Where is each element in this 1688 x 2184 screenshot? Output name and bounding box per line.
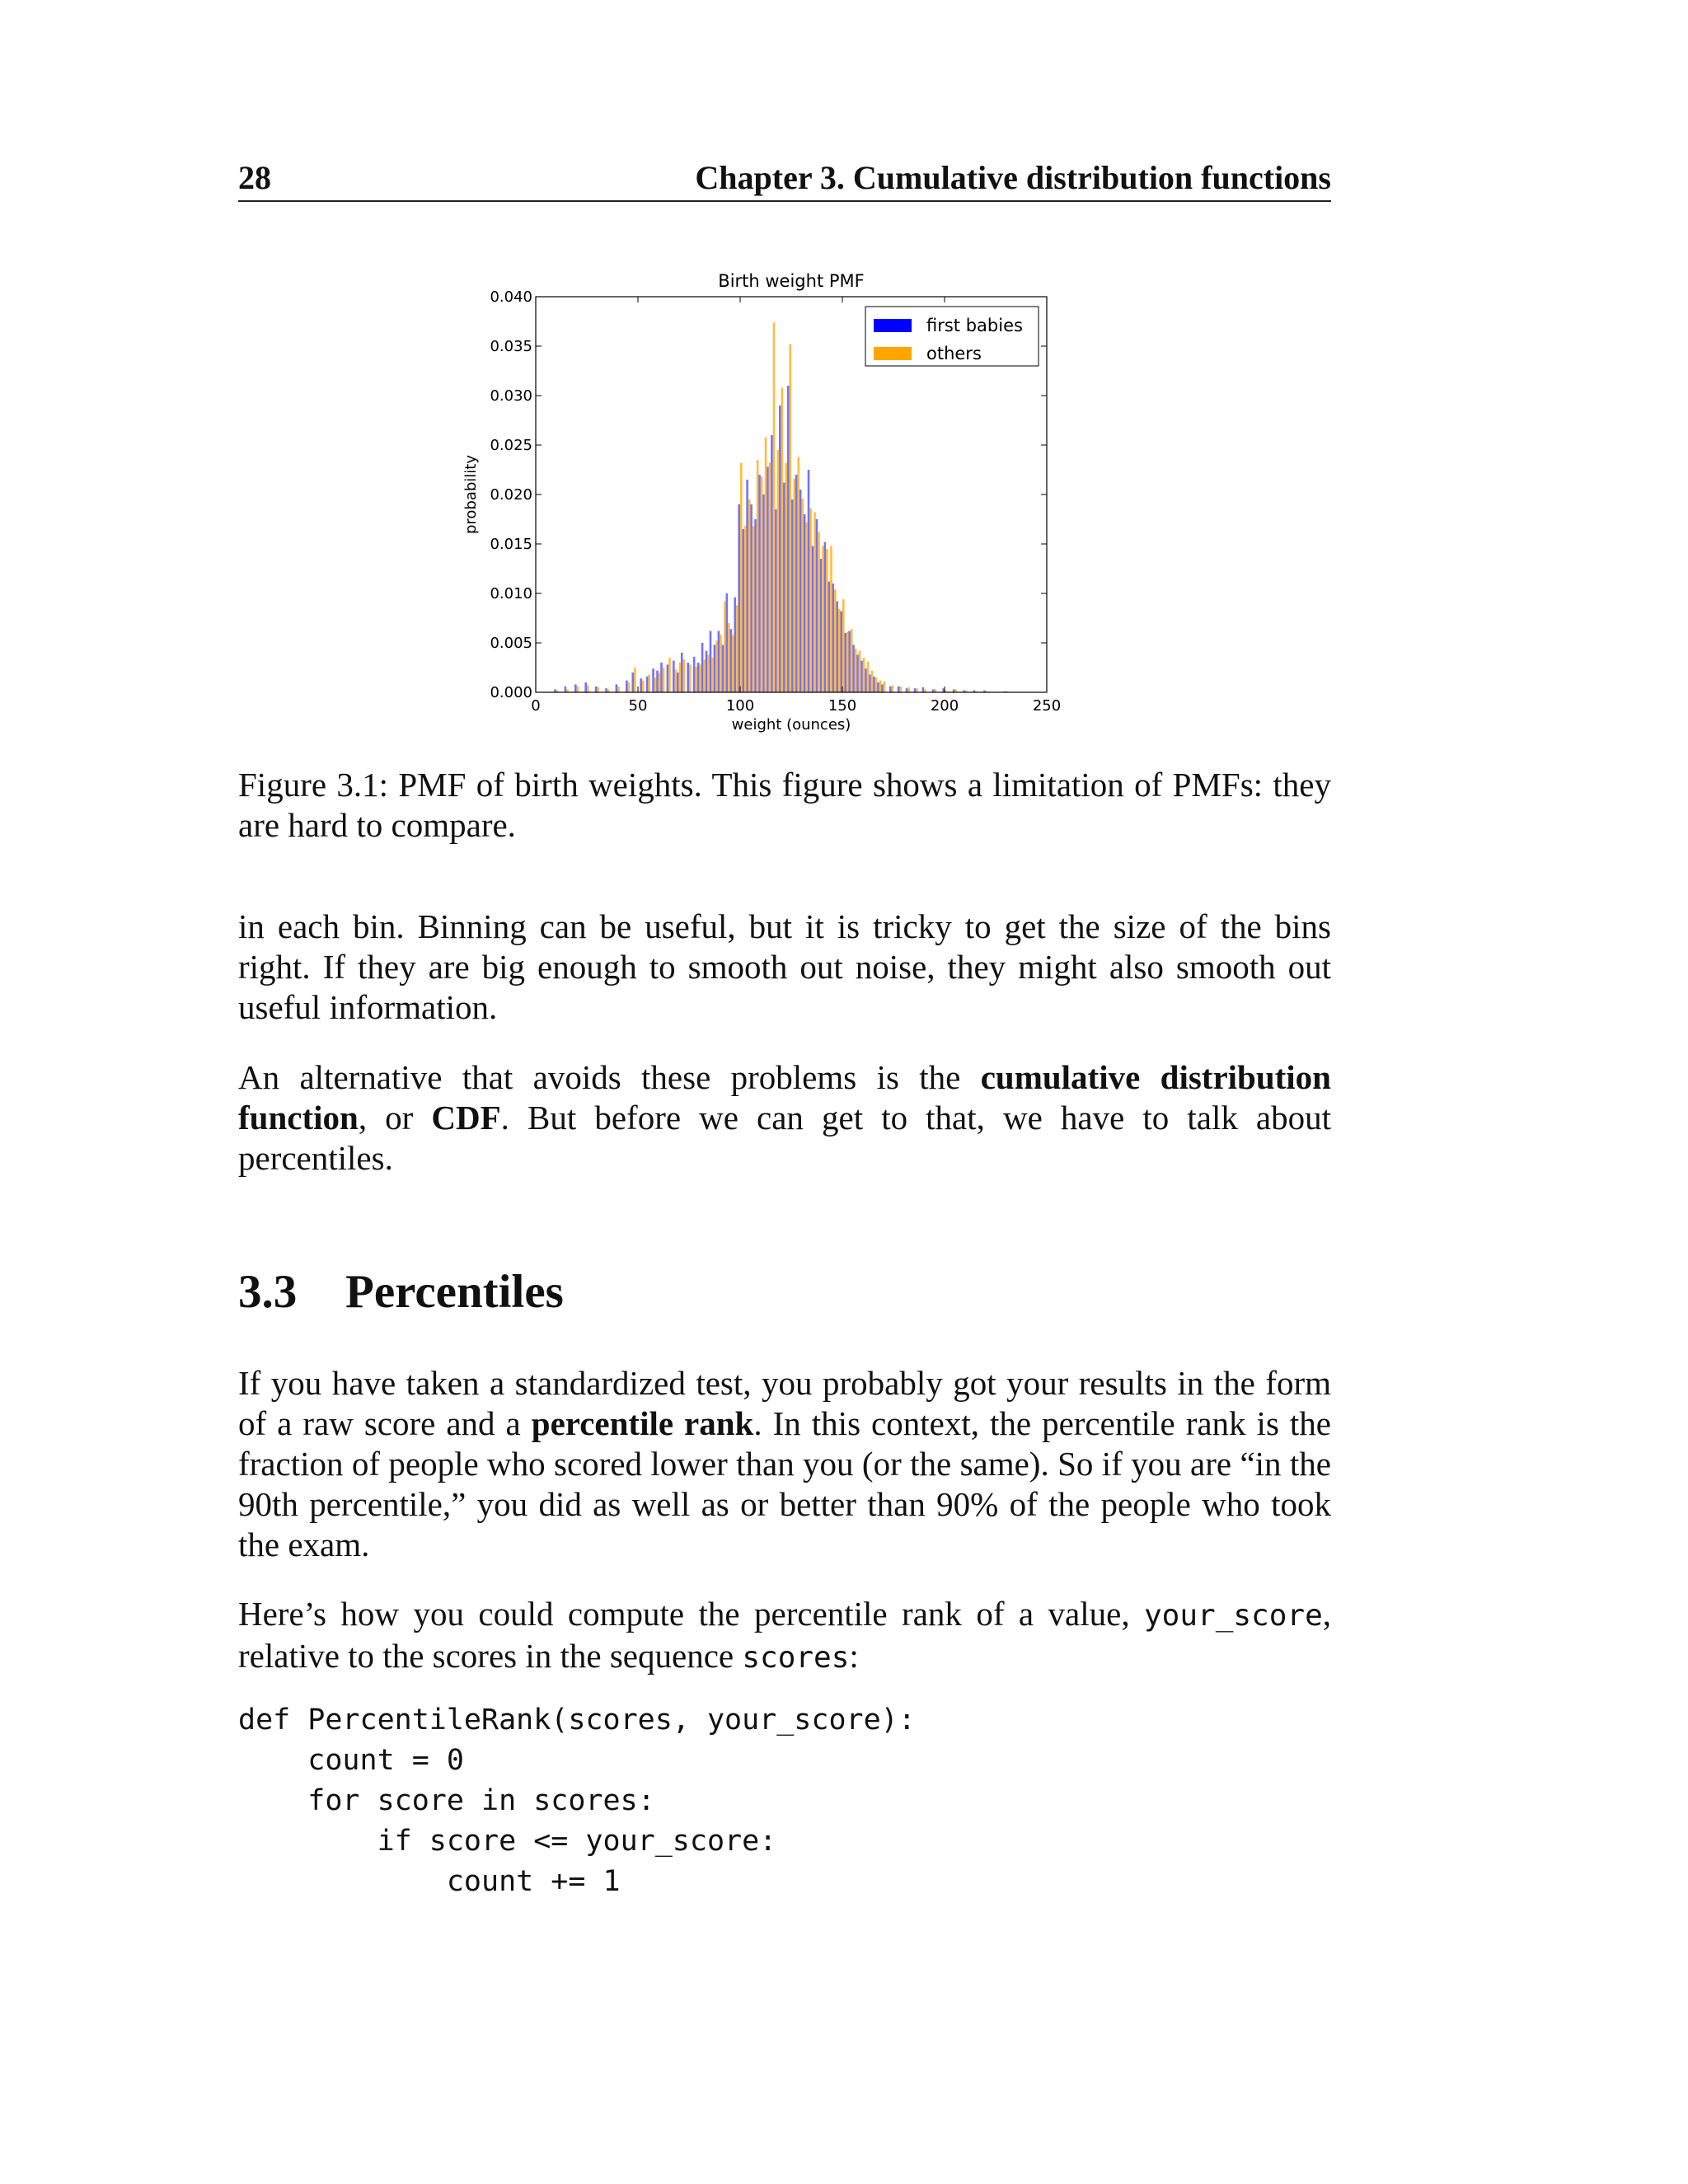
bar-others [715, 641, 718, 692]
page-header [238, 155, 1331, 202]
bar-others [797, 457, 799, 692]
bar-first-babies [616, 684, 618, 692]
bar-first-babies [687, 663, 689, 692]
bar-first-babies [783, 483, 785, 692]
bar-first-babies [860, 661, 863, 692]
section-number: 3.3 [238, 1266, 298, 1318]
bar-others [689, 664, 692, 692]
bar-others [830, 546, 832, 692]
bar-first-babies [906, 688, 908, 692]
code-line: def PercentileRank(scores, your_score): [238, 1704, 916, 1736]
bar-first-babies [754, 519, 757, 692]
bar-first-babies [791, 499, 794, 692]
bar-others [785, 463, 788, 692]
paragraph-cdf-intro [238, 1057, 1331, 1179]
bar-others [899, 687, 902, 692]
code-line: count = 0 [238, 1744, 464, 1777]
bar-first-babies [646, 677, 649, 692]
bar-first-babies [836, 602, 838, 692]
y-tick-label: 0.010 [490, 585, 532, 602]
bar-others [818, 532, 820, 692]
bar-others [879, 681, 882, 692]
bar-others [793, 479, 795, 692]
bar-first-babies [840, 612, 842, 692]
bar-first-babies [799, 490, 802, 692]
bar-others [834, 589, 837, 692]
y-tick-label: 0.025 [490, 437, 532, 454]
bar-first-babies [565, 687, 567, 692]
bar-first-babies [667, 664, 669, 692]
bar-others [668, 658, 671, 692]
bar-first-babies [812, 546, 814, 692]
bar-others [875, 677, 878, 692]
bar-first-babies [852, 644, 855, 692]
bar-first-babies [877, 682, 879, 692]
bar-first-babies [710, 631, 712, 692]
text: , relative to the scores in the sequence [238, 1595, 1331, 1675]
text: . In this context, the percentile rank is the fraction of people who scored lower than you (or the same). So if you are “in the 90th percentile,” you did as well as or better than 90% of the people who took the exam. [238, 1404, 1332, 1563]
bar-first-babies [771, 435, 773, 692]
section-title: Percentiles [345, 1266, 564, 1318]
bar-others [753, 526, 755, 692]
bar-first-babies [656, 671, 659, 692]
bar-first-babies [869, 674, 871, 692]
bar-others [846, 632, 849, 692]
bar-others [748, 499, 751, 692]
bar-others [728, 623, 730, 692]
bar-first-babies [701, 643, 704, 692]
bar-first-babies [844, 633, 846, 692]
x-axis-label: weight (ounces) [731, 716, 851, 733]
bar-first-babies [742, 529, 744, 692]
bar-first-babies [697, 663, 700, 692]
text: An alternative that avoids these problems is the [238, 1058, 981, 1096]
bar-first-babies [631, 673, 634, 692]
bar-others [683, 659, 686, 692]
bar-first-babies [714, 644, 716, 692]
bar-others [757, 460, 759, 692]
bar-first-babies [726, 593, 729, 692]
legend-label: first babies [926, 316, 1023, 335]
bar-others [720, 635, 722, 692]
bar-others [663, 668, 665, 692]
paragraph-binning: in each bin. Binning can be useful, but it is tricky to get the size of the bins right. If they are big enough to smooth out noise, they might also smooth out useful information. [238, 907, 1331, 1026]
bar-others [740, 463, 743, 692]
bar-others [822, 546, 824, 692]
bar-others [628, 682, 631, 692]
bar-first-babies [652, 668, 654, 692]
bar-others [814, 513, 816, 692]
page-number: 28 [238, 159, 271, 196]
text: If you have taken a standardized test, you probably got your results in the form of a raw score and a [238, 1364, 1331, 1442]
bar-others [634, 668, 636, 692]
bar-first-babies [828, 582, 831, 692]
bar-first-babies [808, 470, 810, 692]
bar-others [577, 687, 579, 692]
bar-others [732, 635, 734, 692]
bar-first-babies [734, 598, 736, 692]
x-tick-label: 0 [531, 697, 541, 715]
text: . But before we can get to that, we have to talk about percentiles. [238, 1099, 1332, 1177]
bar-first-babies [722, 644, 724, 692]
bar-others [769, 463, 771, 692]
bar-first-babies [856, 654, 859, 692]
bar-first-babies [762, 494, 765, 692]
figure-birth-weight-pmf [457, 260, 1084, 738]
bar-first-babies [595, 687, 598, 692]
x-tick-label: 150 [828, 697, 857, 715]
code-line: for score in scores: [238, 1784, 655, 1817]
bar-first-babies [865, 668, 867, 692]
bar-others [703, 659, 706, 692]
bar-first-babies [898, 687, 900, 692]
bar-others [711, 658, 714, 692]
bar-others [851, 629, 853, 692]
bar-others [736, 605, 738, 692]
bar-first-babies [758, 475, 761, 692]
bar-others [699, 664, 701, 692]
bar-others [916, 688, 918, 692]
x-tick-label: 100 [725, 697, 755, 715]
bar-first-babies [738, 504, 740, 692]
bar-first-babies [693, 657, 696, 692]
y-axis-label: probability [462, 454, 480, 535]
bar-first-babies [729, 629, 732, 692]
bar-others [587, 686, 589, 692]
bar-first-babies [746, 480, 748, 692]
bar-others [707, 654, 710, 692]
term-cdf: CDF [431, 1099, 501, 1137]
bar-others [801, 499, 804, 692]
inline-code-your-score: your_score [1144, 1599, 1323, 1633]
y-tick-label: 0.035 [490, 338, 532, 355]
term-cumulative-distribution-function: cumulative distribution function [238, 1058, 1331, 1137]
bar-others [884, 682, 886, 692]
text: , or [358, 1099, 432, 1137]
bar-others [842, 599, 845, 692]
y-tick-label: 0.015 [490, 536, 532, 553]
bar-others [809, 509, 812, 692]
y-tick-label: 0.000 [490, 684, 532, 701]
term-percentile-rank: percentile rank [531, 1404, 754, 1442]
text: : [849, 1637, 859, 1675]
bar-first-babies [848, 631, 851, 692]
bar-first-babies [673, 661, 675, 692]
bar-first-babies [767, 466, 769, 692]
bar-first-babies [820, 559, 823, 692]
bar-first-babies [626, 681, 628, 692]
bar-others [826, 549, 828, 692]
bar-first-babies [584, 682, 587, 692]
bar-others [859, 651, 861, 692]
text: Here’s how you could compute the percentile rank of a value, [238, 1595, 1144, 1633]
bar-first-babies [922, 687, 925, 692]
bar-first-babies [750, 504, 753, 692]
bar-others [781, 387, 784, 692]
bar-others [761, 476, 763, 692]
bar-first-babies [605, 688, 607, 692]
bar-others [648, 674, 650, 692]
bar-first-babies [804, 514, 806, 692]
bar-first-babies [574, 684, 577, 692]
bar-first-babies [660, 663, 663, 692]
x-tick-label: 50 [628, 697, 648, 715]
section-heading [238, 1265, 564, 1319]
paragraph-percentile-rank [238, 1363, 1331, 1565]
legend-swatch-first-babies [874, 319, 912, 332]
bar-others [679, 663, 682, 692]
bar-first-babies [706, 651, 708, 692]
pmf-chart [457, 260, 1084, 738]
bar-others [892, 686, 894, 692]
bar-first-babies [681, 653, 683, 692]
bar-others [855, 649, 857, 692]
bar-others [744, 526, 747, 692]
legend-swatch-others [874, 347, 912, 360]
bar-first-babies [677, 673, 679, 692]
y-tick-label: 0.020 [490, 486, 532, 504]
legend-label: others [926, 344, 982, 363]
y-tick-label: 0.030 [490, 387, 532, 405]
bar-first-babies [873, 677, 875, 692]
bar-others [773, 322, 776, 692]
running-head: Chapter 3. Cumulative distribution functions [695, 159, 1331, 196]
code-line: count += 1 [238, 1865, 621, 1898]
bar-others [675, 669, 678, 692]
inline-code-scores: scores [742, 1641, 850, 1675]
bar-others [907, 687, 910, 692]
bar-others [597, 687, 599, 692]
paragraph-compute [238, 1594, 1331, 1678]
x-tick-label: 250 [1032, 697, 1062, 715]
bar-others [790, 344, 792, 692]
bar-others [871, 671, 874, 692]
chart-title: Birth weight PMF [718, 271, 865, 291]
bar-first-babies [640, 678, 642, 692]
code-block [238, 1700, 1331, 1902]
bar-first-babies [795, 475, 798, 692]
bar-others [863, 658, 865, 692]
bar-others [695, 667, 697, 692]
bar-first-babies [824, 542, 827, 692]
y-tick-label: 0.005 [490, 635, 532, 652]
bar-first-babies [775, 509, 777, 692]
bar-first-babies [787, 386, 790, 692]
bar-first-babies [881, 684, 884, 692]
bar-others [659, 673, 661, 692]
figure-caption: Figure 3.1: PMF of birth weights. This figure shows a limitation of PMFs: they are hard to compare. [238, 766, 1331, 844]
code-line: if score <= your_score: [238, 1825, 777, 1858]
bar-first-babies [889, 687, 892, 692]
y-tick-label: 0.040 [490, 288, 532, 306]
bar-others [867, 662, 870, 692]
bar-others [838, 609, 841, 692]
bar-first-babies [832, 583, 834, 692]
bar-others [777, 450, 780, 692]
x-tick-label: 200 [930, 697, 959, 715]
bar-first-babies [914, 688, 917, 692]
bar-others [654, 677, 657, 692]
bar-others [765, 437, 767, 692]
bar-first-babies [816, 519, 818, 692]
bar-others [617, 687, 620, 692]
bar-others [805, 523, 808, 692]
bar-first-babies [718, 631, 720, 692]
bar-first-babies [779, 405, 781, 692]
bar-others [724, 602, 726, 692]
bar-others [642, 681, 645, 692]
